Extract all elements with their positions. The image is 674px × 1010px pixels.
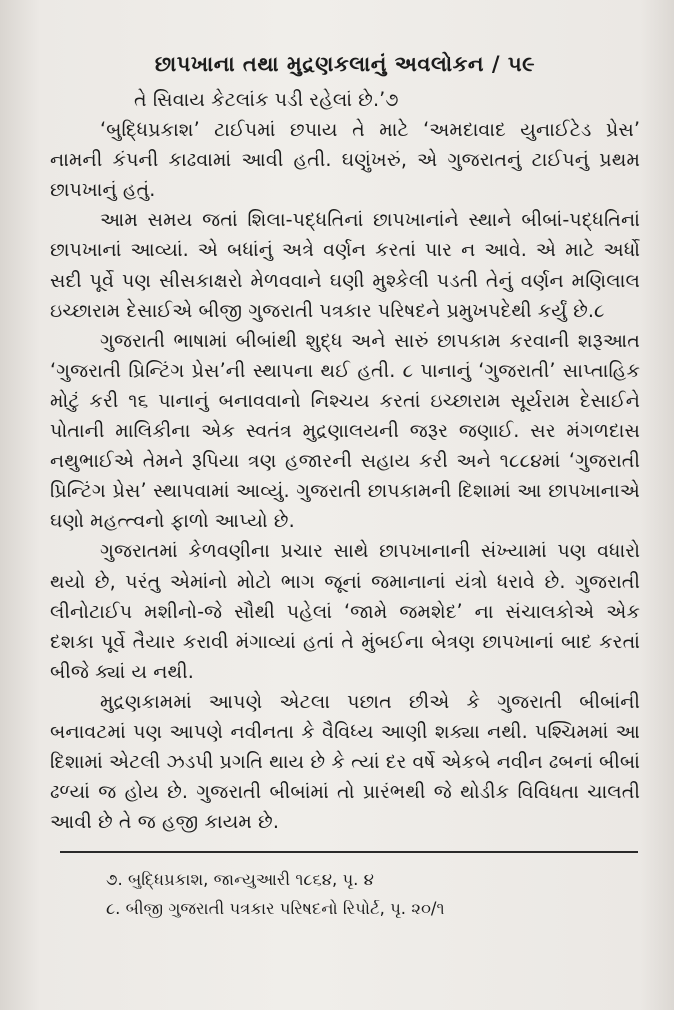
footnote: ૮. બીજી ગુજરાતી પત્રકાર પરિષદનો રિપોર્ટ, પૃ. ૨૦/૧ — [106, 899, 445, 919]
paragraph: ગુજરાતી ભાષામાં બીબાંથી શુદ્ધ અને સારું છાપકામ કરવાની શરૂઆત ‘ગુજરાતી પ્રિન્ટિંગ પ્રેસ’ની સ્થાપના થઈ હતી. ૮ પાનાનું ‘ગુજરાતી’ સાપ્તાહિક મોટું કરી ૧૬ પાનાનું બનાવવાનો નિશ્ચય કરતાં ઇચ્છારામ સૂર્યરામ દેસાઈને પોતાની માલિકીના એક સ્વતંત્ર મુદ્રણાલયની જરૂર જણાઈ. સર મંગળદાસ નથુભાઈએ તેમને રૂપિયા ત્રણ હજારની સહાય કરી અને ૧૮૮૪માં ‘ગુજરાતી પ્રિન્ટિંગ પ્રેસ’ સ્થાપવામાં આવ્યું. ગુજરાતી છાપકામની દિશામાં આ છાપખાનાએ ઘણો મહત્ત્વનો ફાળો આપ્યો છે. — [50, 328, 640, 533]
paragraph: ‘બુદ્ધિપ્રકાશ’ ટાઈપમાં છપાય તે માટે ‘અમદાવાદ યુનાઈટેડ પ્રેસ’ નામની કંપની કાઢવામાં આવી હતી. ઘણુંખરું, એ ગુજરાતનું ટાઈપનું પ્રથમ છાપખાનું હતું. — [50, 118, 640, 202]
footnote-divider — [60, 851, 638, 853]
paragraph: આમ સમય જતાં શિલા-પદ્ધતિનાં છાપખાનાંને સ્થાને બીબાં-પદ્ધતિનાં છાપખાનાં આવ્યાં. એ બધાંનું અત્રે વર્ણન કરતાં પાર ન આવે. એ માટે અર્ધો સદી પૂર્વે પણ સીસકાક્ષરો મેળવવાને ઘણી મુશ્કેલી પડતી તેનું વર્ણન મણિલાલ ઇચ્છારામ દેસાઈએ બીજી ગુજરાતી પત્રકાર પરિષદને પ્રમુખપદેથી કર્યું છે.૮ — [50, 208, 640, 322]
paragraph-continuation: તે સિવાય કેટલાંક પડી રહેલાં છે.’૭ — [134, 88, 399, 111]
paragraph: મુદ્રણકામમાં આપણે એટલા પછાત છીએ કે ગુજરાતી બીબાંની બનાવટમાં પણ આપણે નવીનતા કે વૈવિધ્ય આણી શક્યા નથી. પશ્ચિમમાં આ દિશામાં એટલી ઝડપી પ્રગતિ થાય છે કે ત્યાં દર વર્ષે એકબે નવીન ઢબનાં બીબાં ઢળ્યાં જ હોય છે. ગુજરાતી બીબાંમાં તો પ્રારંભથી જે થોડીક વિવિધતા ચાલતી આવી છે તે જ હજી કાયમ છે. — [50, 689, 640, 834]
body-text — [50, 85, 640, 837]
running-head: છાપખાના તથા મુદ્રણકલાનું અવલોકન / ૫૯ — [154, 52, 536, 76]
paragraph: ગુજરાતમાં કેળવણીના પ્રચાર સાથે છાપખાનાની સંખ્યામાં પણ વધારો થયો છે, પરંતુ એમાંનો મોટો ભાગ જૂનાં જમાનાનાં યંત્રો ધરાવે છે. ગુજરાતી લીનોટાઈપ મશીનો-જે સૌથી પહેલાં ‘જામે જમશેદ’ ના સંચાલકોએ એક દશકા પૂર્વે તૈયાર કરાવી મંગાવ્યાં હતાં તે મુંબઈના બેત્રણ છાપખાનાં બાદ કરતાં બીજે ક્યાં ય નથી. — [50, 539, 640, 683]
footnotes — [50, 865, 640, 923]
footnote: ૭. બુદ્ધિપ્રકાશ, જાન્યુઆરી ૧૮૬૪, પૃ. ૪ — [106, 870, 374, 890]
